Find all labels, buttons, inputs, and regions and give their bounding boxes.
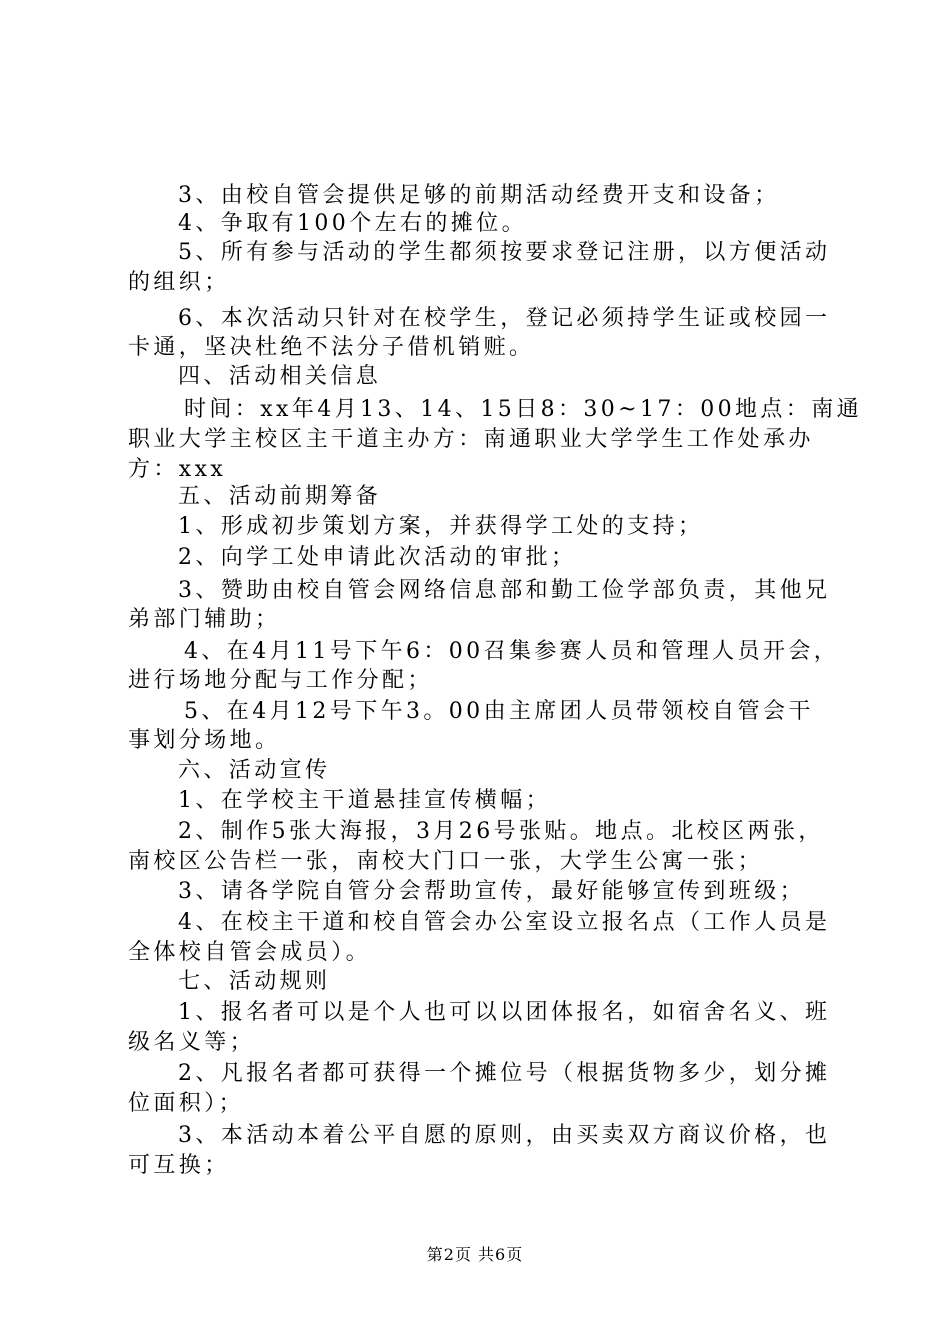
text-line: 南校区公告栏一张，南校大门口一张，大学生公寓一张； <box>128 849 764 874</box>
text-line: 进行场地分配与工作分配； <box>128 668 433 693</box>
text-line: 4、争取有100个左右的摊位。 <box>178 211 527 236</box>
text-line: 3、由校自管会提供足够的前期活动经费开支和设备； <box>178 183 780 208</box>
text-line: 3、本活动本着公平自愿的原则，由买卖双方商议价格，也 <box>178 1123 831 1148</box>
text-line: 方：xxx <box>128 457 227 482</box>
text-line: 事划分场地。 <box>128 728 281 753</box>
text-line: 5、所有参与活动的学生都须按要求登记注册，以方便活动 <box>178 240 831 265</box>
text-line: 2、制作5张大海报，3月26号张贴。地点。北校区两张， <box>178 819 824 844</box>
text-line: 位面积）； <box>128 1091 245 1116</box>
text-line: 5、在4月12号下午3。00由主席团人员带领校自管会干 <box>184 699 814 724</box>
text-line: 4、在4月11号下午6：00召集参赛人员和管理人员开会， <box>184 639 840 664</box>
text-line: 2、凡报名者都可获得一个摊位号（根据货物多少，划分摊 <box>178 1061 831 1086</box>
section-heading: 六、活动宣传 <box>178 758 331 783</box>
page-footer: 第2页 共6页 <box>426 1245 524 1264</box>
text-line: 3、请各学院自管分会帮助宣传，最好能够宣传到班级； <box>178 879 805 904</box>
text-line: 弟部门辅助； <box>128 607 281 632</box>
text-line: 的组织； <box>128 270 230 295</box>
text-line: 2、向学工处申请此次活动的审批； <box>178 545 577 570</box>
text-line: 可互换； <box>128 1153 230 1178</box>
text-line: 全体校自管会成员）。 <box>128 940 372 965</box>
section-heading: 七、活动规则 <box>178 969 331 994</box>
text-line: 3、赞助由校自管会网络信息部和勤工俭学部负责，其他兄 <box>178 578 831 603</box>
text-line: 级名义等； <box>128 1030 256 1055</box>
text-line: 1、报名者可以是个人也可以以团体报名，如宿舍名义、班 <box>178 1000 831 1025</box>
text-line: 1、形成初步策划方案，并获得学工处的支持； <box>178 514 704 539</box>
text-line: 4、在校主干道和校自管会办公室设立报名点（工作人员是 <box>178 910 831 935</box>
text-line: 卡通，坚决杜绝不法分子借机销赃。 <box>128 335 535 360</box>
section-heading: 五、活动前期筹备 <box>178 484 382 509</box>
text-line: 6、本次活动只针对在校学生，登记必须持学生证或校园一 <box>178 306 831 331</box>
text-line: 时间：xx年4月13、14、15日8：30~17：00地点：南通 <box>184 397 863 422</box>
text-line: 1、在学校主干道悬挂宣传横幅； <box>178 788 551 813</box>
text-line: 职业大学主校区主干道主办方：南通职业大学学生工作处承办 <box>128 427 814 452</box>
section-heading: 四、活动相关信息 <box>178 364 382 389</box>
